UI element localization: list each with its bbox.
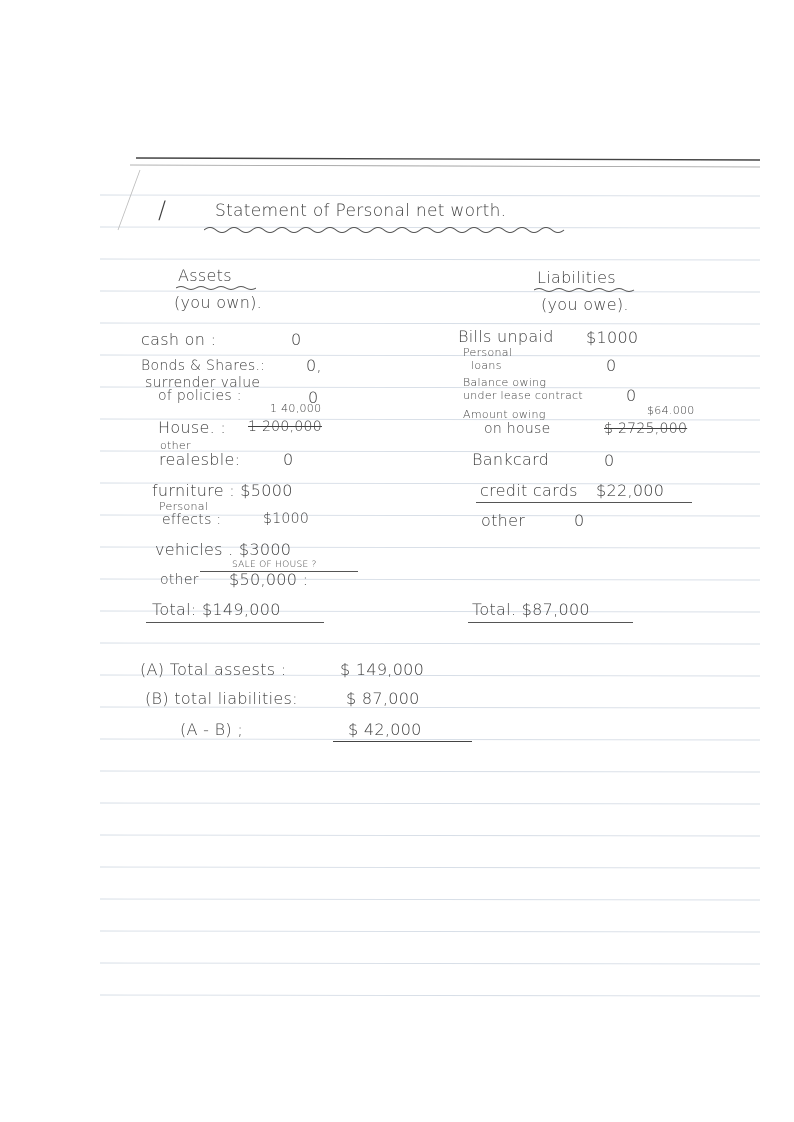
asset-surrender-line1: surrender value bbox=[145, 375, 261, 391]
summary-b-label: (B) total liabilities: bbox=[145, 689, 298, 708]
assets-subheading: (you own). bbox=[174, 293, 263, 312]
liabilities-total-underline bbox=[468, 622, 633, 623]
liability-amount-new: $64.000 bbox=[647, 404, 695, 417]
asset-personal-line2: effects : bbox=[162, 512, 222, 528]
asset-house-label: House. : bbox=[158, 418, 227, 437]
asset-other-value: 0 bbox=[283, 450, 294, 469]
liability-other-value: 0 bbox=[574, 511, 585, 530]
summary-ab-value: $ 42,000 bbox=[348, 720, 422, 739]
liabilities-heading-squiggle bbox=[534, 286, 639, 294]
summary-a-value: $ 149,000 bbox=[340, 660, 425, 679]
liability-balance-line1: Balance owing bbox=[463, 376, 547, 389]
asset-other-final-label: other bbox=[160, 572, 199, 588]
liability-amount-line1: Amount owing bbox=[463, 408, 546, 421]
asset-personal-value: $1000 bbox=[263, 511, 310, 527]
asset-cash-value: 0 bbox=[291, 330, 302, 349]
liability-amount-line2: on house bbox=[484, 421, 551, 437]
top-rule bbox=[136, 158, 760, 160]
liability-loans-line1: Personal bbox=[463, 346, 513, 359]
liability-balance-line2: under lease contract bbox=[463, 389, 583, 402]
asset-personal-line1: Personal bbox=[159, 500, 209, 513]
liabilities-heading: Liabilities bbox=[537, 268, 616, 287]
liability-loans-line2: loans bbox=[471, 359, 502, 372]
asset-bonds-value: 0, bbox=[306, 356, 322, 375]
check-mark-icon: / bbox=[158, 196, 167, 224]
liability-loans-value: 0 bbox=[606, 356, 617, 375]
asset-other-line1: other bbox=[160, 439, 191, 452]
liability-credit-value: $22,000 bbox=[596, 481, 665, 500]
asset-cash-label: cash on : bbox=[141, 330, 217, 349]
summary-b-value: $ 87,000 bbox=[346, 689, 420, 708]
asset-bonds-label: Bonds & Shares.: bbox=[141, 358, 266, 374]
asset-surrender-value: 0 bbox=[308, 388, 319, 407]
liabilities-subheading: (you owe). bbox=[541, 295, 629, 314]
liability-bills-label: Bills unpaid bbox=[458, 327, 554, 346]
liability-credit-label: credit cards bbox=[480, 481, 578, 500]
summary-a-label: (A) Total assests : bbox=[140, 660, 287, 679]
assets-total-underline bbox=[146, 622, 324, 623]
summary-ab-underline bbox=[333, 741, 472, 742]
liability-balance-value: 0 bbox=[626, 386, 637, 405]
asset-house-new-value: 1 40,000 bbox=[270, 402, 322, 415]
liability-credit-underline bbox=[476, 502, 692, 503]
title-squiggle-underline bbox=[204, 222, 574, 236]
top-rule-2 bbox=[130, 165, 760, 167]
assets-heading-squiggle bbox=[176, 284, 256, 292]
liability-other-label: other bbox=[481, 511, 526, 530]
asset-sale-note: SALE OF HOUSE ? bbox=[232, 560, 317, 570]
summary-ab-label: (A - B) ; bbox=[180, 720, 244, 739]
liability-bankcard-value: 0 bbox=[604, 451, 615, 470]
asset-vehicles: vehicles . $3000 bbox=[155, 540, 292, 559]
asset-furniture: furniture : $5000 bbox=[152, 481, 293, 500]
paper-crease bbox=[118, 170, 140, 230]
asset-surrender-line2: of policies : bbox=[158, 388, 242, 404]
liability-bills-value: $1000 bbox=[586, 328, 639, 347]
ruled-line-group bbox=[100, 195, 760, 996]
ruled-lines bbox=[100, 0, 760, 1122]
asset-other-final-value: $50,000 : bbox=[229, 570, 309, 589]
liability-amount-old: $ 2725,000 bbox=[604, 421, 688, 437]
liabilities-total: Total. $87,000 bbox=[472, 600, 590, 619]
liability-bankcard-label: Bankcard bbox=[472, 450, 550, 469]
asset-other-line2: realesble: bbox=[159, 450, 241, 469]
asset-house-old-value: 1 200,000 bbox=[248, 419, 322, 435]
assets-total: Total: $149,000 bbox=[152, 600, 281, 619]
assets-heading: Assets bbox=[178, 266, 232, 285]
page-title: Statement of Personal net worth. bbox=[215, 201, 507, 221]
